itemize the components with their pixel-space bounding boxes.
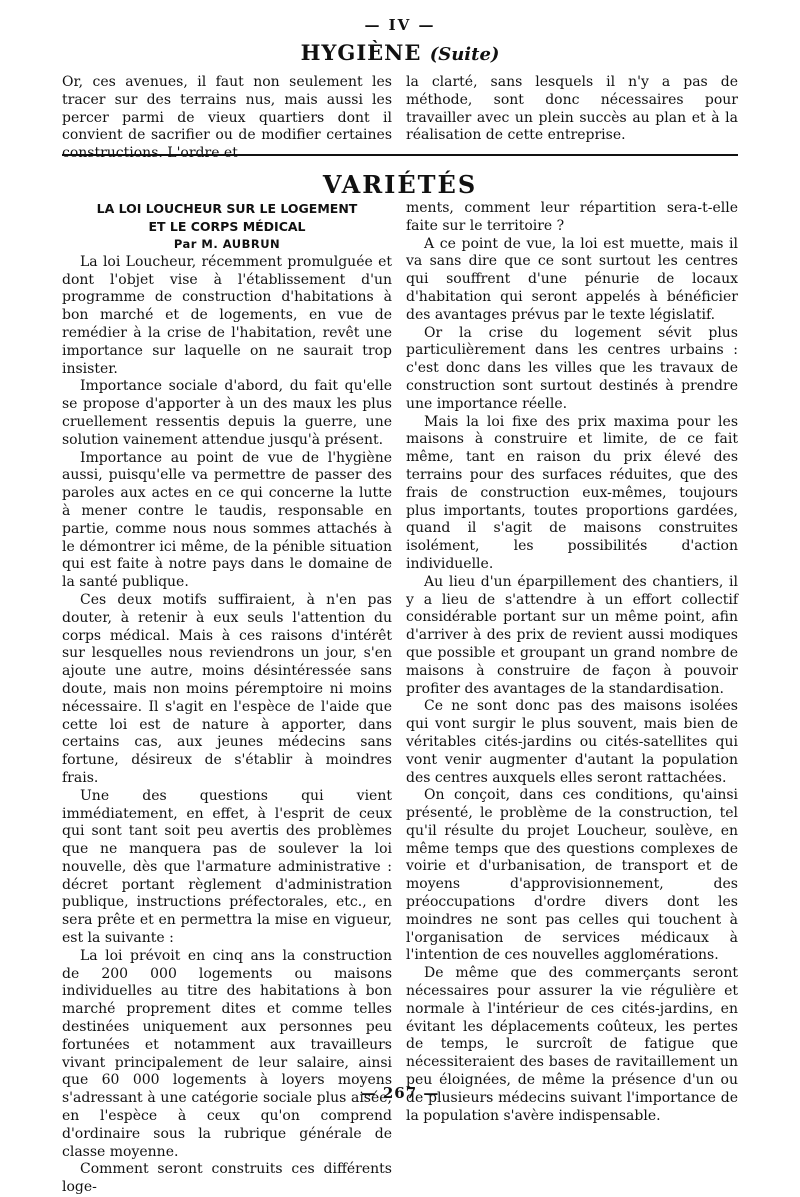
hygiene-right-column xyxy=(406,74,738,145)
article-title-line-2: ET LE CORPS MÉDICAL xyxy=(148,219,306,234)
article-paragraph: Importance sociale d'abord, du fait qu'elle se propose d'apporter à un des maux les plus cruellement ressentis depuis la guerre, une solution vainement attendue jusqu'à présent. xyxy=(62,378,392,448)
article-paragraph: On conçoit, dans ces conditions, qu'ainsi présenté, le problème de la construction, tel qu'il résulte du projet Loucheur, soulève, en même temps que des questions complexes de voirie et d'urbanisation, de transport et de moyens d'approvisionnement, des préoccupations d'ordre divers dont les moindres ne sont pas celles qui touchent à l'organisation de services médicaux à l'intention de ces nouvelles agglomérations. xyxy=(406,787,738,964)
article-left-column xyxy=(62,200,392,1197)
article-byline: Par M. AUBRUN xyxy=(173,237,281,251)
article-paragraph: La loi prévoit en cinq ans la construction de 200 000 logements ou maisons individuelles au titre des habitations à bon marché proprement dites et comme telles destinées uniquement aux personnes peu fortunées et notamment aux travailleurs vivant principalement de leur salaire, ainsi que 60 000 logements à loyers moyens s'adressant à une catégorie sociale plus aisée, en l'espèce à ceux qu'on comprend d'ordinaire sous la rubrique générale de classe moyenne. xyxy=(62,947,392,1160)
section-header-suffix: (Suite) xyxy=(429,44,500,65)
article-paragraph: Une des questions qui vient immédiatement, en effet, à l'esprit de ceux qui sont tant soit peu avertis des problèmes que ne manquera pas de soulever la loi nouvelle, dès que l'armature administrative : décret portant règlement d'administration publique, instructions préfectorales, etc., en sera prête et en permettra la mise en vigueur, est la suivante : xyxy=(62,787,392,947)
article-paragraph: Ce ne sont donc pas des maisons isolées qui vont surgir le plus souvent, mais bien de véritables cités-jardins ou cités-satellites qui vont venir augmenter d'autant la population des centres auxquels elles seront rattachées. xyxy=(406,698,738,786)
hygiene-left-column xyxy=(62,74,392,163)
article-paragraph: De même que des commerçants seront nécessaires pour assurer la vie régulière et normale à l'intérieur de ces cités-jardins, en évitant les déplacements coûteux, les pertes de temps, le surcroît de fatigue que nécessiteraient des bases de ravitaillement un peu éloignées, de même la présence d'un ou de plusieurs médecins suivant l'importance de la population s'avère indispensable. xyxy=(406,965,738,1124)
article-paragraph-continued: ments, comment leur répartition sera-t-elle faite sur le territoire ? xyxy=(406,200,738,234)
article-paragraph: Mais la loi fixe des prix maxima pour les maisons à construire et limite, de ce fait même, tant en raison du prix élevé des terrains pour des surfaces réduites, que des frais de construction eux-mêmes, toujours plus importants, toutes proportions gardées, quand il s'agit de maisons construites isolément, les possibilités d'action individuelle. xyxy=(406,413,738,572)
article-right-column xyxy=(406,200,738,1125)
page-number: — 267 — xyxy=(360,1084,440,1102)
hygiene-paragraph-left: Or, ces avenues, il faut non seulement les tracer sur des terrains nus, mais aussi les percer parmi de vieux quartiers dont il convient de sacrifier ou de modifier certaines constructions. L'ordre et xyxy=(62,74,392,162)
article-paragraph: Or la crise du logement sévit plus particulièrement dans les centres urbains : c'est donc dans les villes que les travaux de construction sont surtout destinés à prendre une importance réelle. xyxy=(406,324,738,412)
article-paragraph: Ces deux motifs suffiraient, à n'en pas douter, à retenir à eux seuls l'attention du corps médical. Mais à ces raisons d'intérêt sur lesquelles nous reviendrons un jour, s'en ajoute une autre, moins désintéressée sans doute, mais non moins péremptoire ni moins nécessaire. Il s'agit en l'espèce de l'aide que cette loi est de nature à apporter, dans certains cas, aux jeunes médecins sans fortune, désireux de s'établir à moindres frais. xyxy=(62,591,392,786)
hygiene-paragraph-right: la clarté, sans lesquels il n'y a pas de méthode, sont donc nécessaires pour travailler avec un plein succès au plan et à la réalisation de cette entreprise. xyxy=(406,74,738,144)
article-paragraph: La loi Loucheur, récemment promulguée et dont l'objet vise à l'établissement d'un programme de construction d'habitations à bon marché et de logements, en vue de remédier à la crise de l'habitation, revêt une importance sur laquelle on ne saurait trop insister. xyxy=(62,253,392,377)
article-paragraph: Importance au point de vue de l'hygiène aussi, puisqu'elle va permettre de passer des paroles aux actes en ce qui concerne la lutte à mener contre le taudis, responsable en partie, comme nous nous sommes attachés à le démontrer ici même, de la pénible situation qui est faite à notre pays dans le domaine de la santé publique. xyxy=(62,449,392,591)
article-paragraph: Comment seront construits ces différents loge- xyxy=(62,1161,392,1196)
section-divider xyxy=(62,154,738,156)
varietes-title: VARIÉTÉS xyxy=(322,170,478,199)
article-paragraph: A ce point de vue, la loi est muette, mais il va sans dire que ce sont surtout les centres qui souffrent d'une pénurie de locaux d'habitation qui seront appelés à bénéficier des avantages prévus par le texte législatif. xyxy=(406,235,738,323)
section-header-title: HYGIÈNE xyxy=(300,40,422,65)
article-title-line-1: LA LOI LOUCHEUR SUR LE LOGEMENT xyxy=(96,201,358,216)
section-header xyxy=(0,40,800,65)
roman-page-number: — IV — xyxy=(364,16,436,34)
article-paragraph: Au lieu d'un éparpillement des chantiers, il y a lieu de s'attendre à un effort collectif considérable portant sur un même point, afin d'arriver à des prix de revient aussi modiques que possible et groupant un grand nombre de maisons à construire de façon à pouvoir profiter des avantages de la standardisation. xyxy=(406,573,738,697)
